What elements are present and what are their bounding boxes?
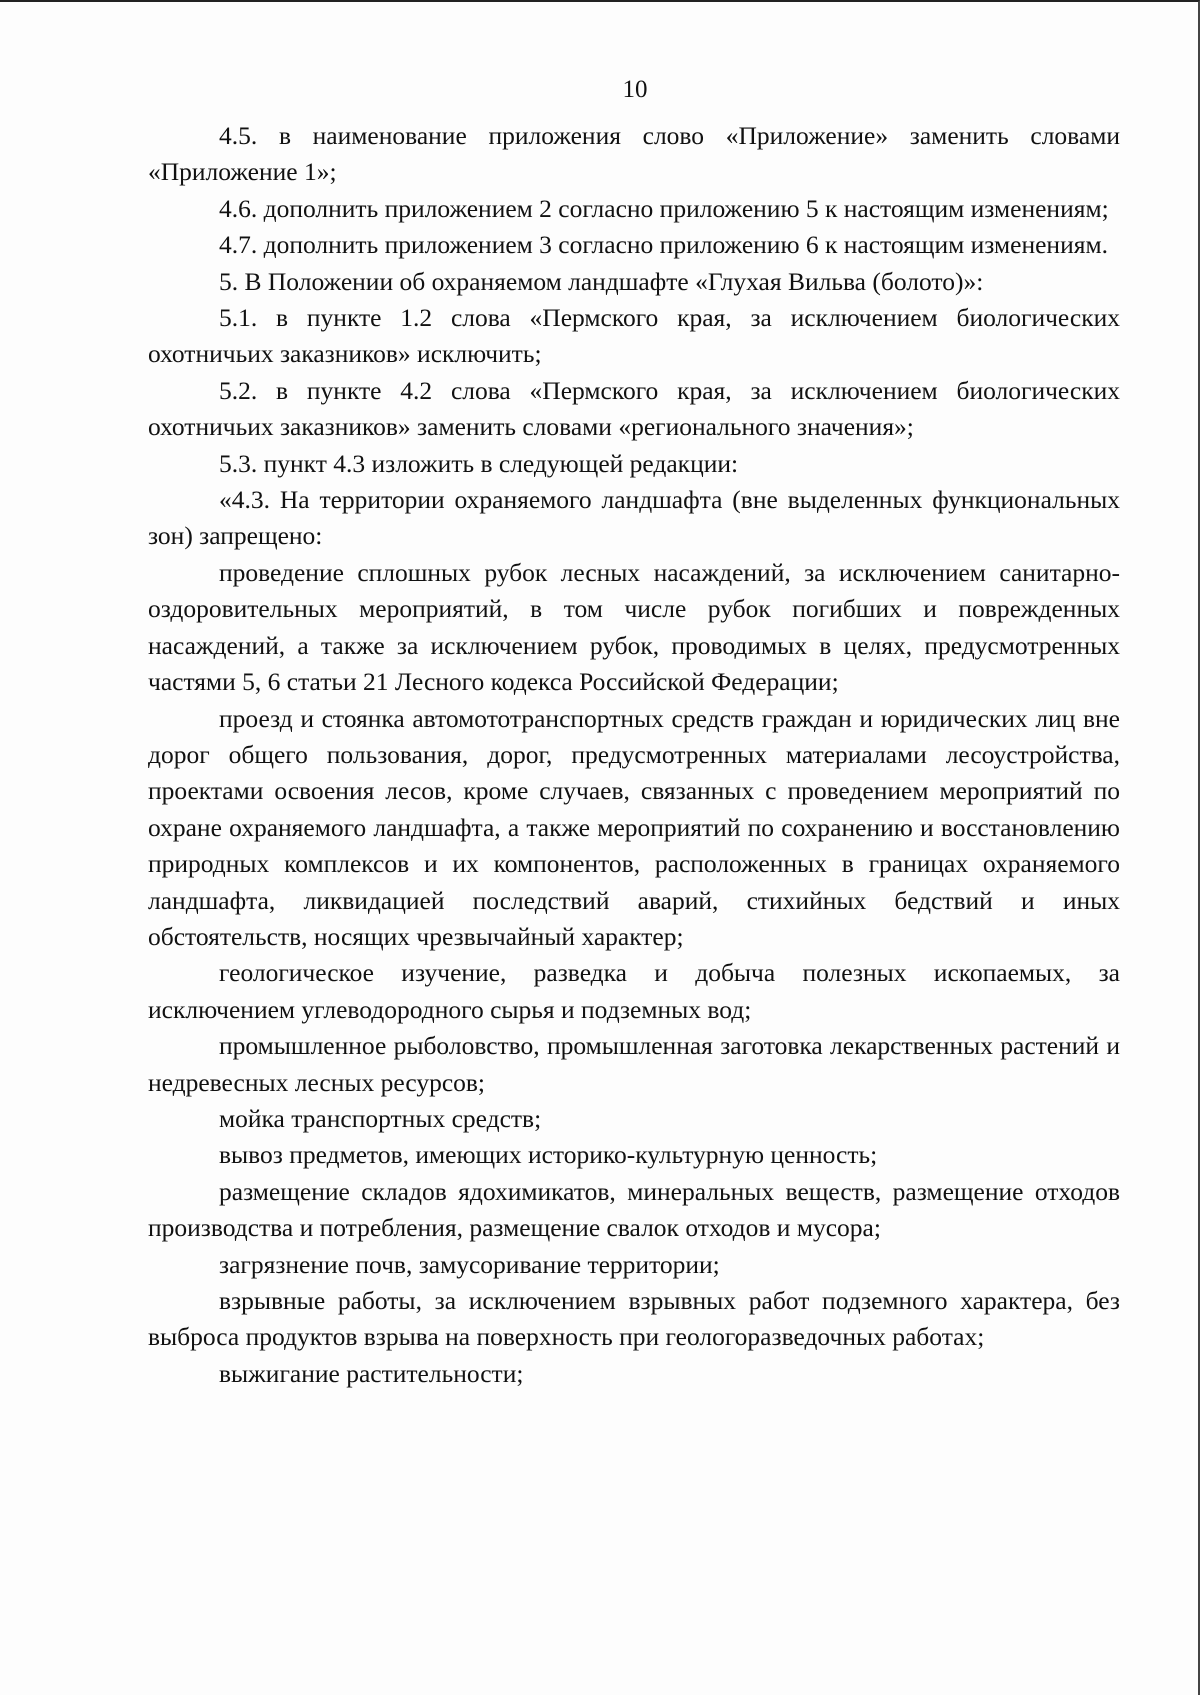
paragraph-burning: выжигание растительности; bbox=[219, 1358, 524, 1388]
paragraph-4-6: 4.6. дополнить приложением 2 согласно приложению 5 к настоящим изменениям; bbox=[219, 193, 1109, 223]
paragraph-blasting: взрывные работы, за исключением взрывных работ подземного характера, без выброса продуктов взрыва на поверхность при геологоразведочных работах; bbox=[148, 1286, 1120, 1352]
paragraph-5-1: 5.1. в пункте 1.2 слова «Пермского края, за исключением биологических охотничьих заказников» исключить; bbox=[148, 303, 1120, 369]
paragraph-fishing: промышленное рыболовство, промышленная заготовка лекарственных растений и недревесных лесных ресурсов; bbox=[148, 1031, 1120, 1097]
paragraph-clear-cutting: проведение сплошных рубок лесных насаждений, за исключением санитарно-оздоровительных мероприятий, в том числе рубок погибших и поврежденных насаждений, а также за исключением рубок, проводимых в целях, предусмотренных частями 5, 6 статьи 21 Лесного кодекса Российской Федерации; bbox=[148, 557, 1120, 697]
paragraph-5: 5. В Положении об охраняемом ландшафте «Глухая Вильва (болото)»: bbox=[219, 266, 984, 296]
paragraph-pollution: загрязнение почв, замусоривание территории; bbox=[219, 1249, 720, 1279]
page-number: 10 bbox=[622, 76, 648, 103]
paragraph-5-3: 5.3. пункт 4.3 изложить в следующей редакции: bbox=[219, 448, 739, 478]
paragraph-artifacts: вывоз предметов, имеющих историко-культурную ценность; bbox=[219, 1140, 878, 1170]
paragraph-vehicles: проезд и стоянка автомототранспортных средств граждан и юридических лиц вне дорог общего пользования, дорог, предусмотренных материалами лесоустройства, проектами освоения лесов, кроме случаев, связанных с проведением мероприятий по охране охраняемого ландшафта, а также мероприятий по сохранению и восстановлению природных комплексов и их компонентов, расположенных в границах охраняемого ландшафта, ликвидацией последствий аварий, стихийных бедствий и иных обстоятельств, носящих чрезвычайный характер; bbox=[148, 703, 1120, 951]
paragraph-5-2: 5.2. в пункте 4.2 слова «Пермского края, за исключением биологических охотничьих заказников» заменить словами «регионального значения»; bbox=[148, 375, 1120, 442]
paragraph-warehouses: размещение складов ядохимикатов, минеральных веществ, размещение отходов производства и потребления, размещение свалок отходов и мусора; bbox=[148, 1176, 1120, 1243]
document-body bbox=[148, 118, 1120, 1392]
paragraph-4-3-intro: «4.3. На территории охраняемого ландшафта (вне выделенных функциональных зон) запрещено: bbox=[148, 485, 1120, 551]
paragraph-4-5: 4.5. в наименование приложения слово «Приложение» заменить словами «Приложение 1»; bbox=[148, 121, 1120, 187]
paragraph-geology: геологическое изучение, разведка и добыча полезных ископаемых, за исключением углеводородного сырья и подземных вод; bbox=[148, 958, 1120, 1024]
paragraph-4-7: 4.7. дополнить приложением 3 согласно приложению 6 к настоящим изменениям. bbox=[219, 230, 1108, 260]
paragraph-vehicle-washing: мойка транспортных средств; bbox=[219, 1103, 542, 1133]
